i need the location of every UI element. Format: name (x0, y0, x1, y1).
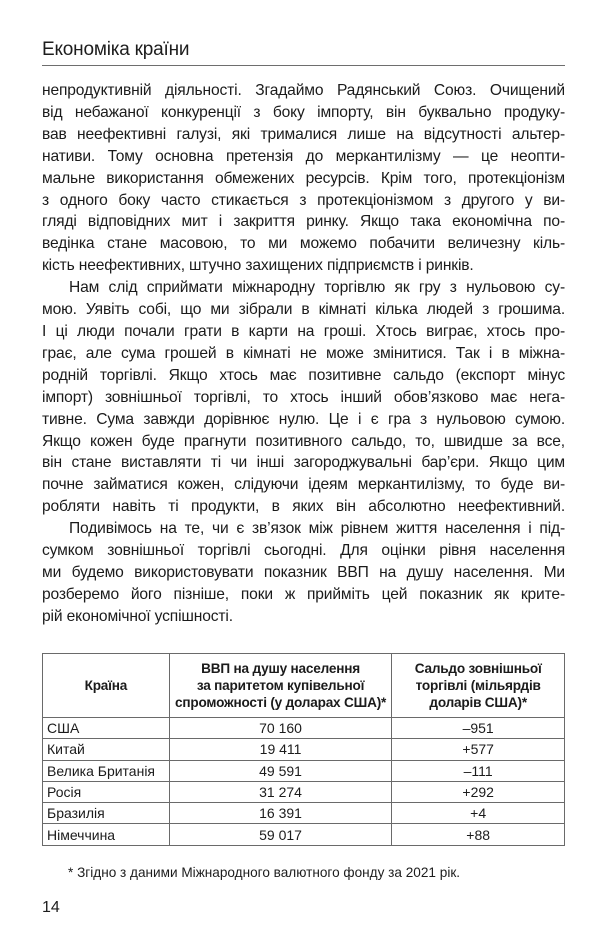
cell-trade-balance: +4 (392, 803, 565, 824)
gdp-trade-table (42, 653, 565, 846)
table-header-row (43, 654, 565, 718)
text-line: з одного боку часто стикається з протекціонізмом з другого у ви- (42, 191, 565, 209)
text-line: непродуктивній діяльності. Згадаймо Радянський Союз. Очищений (42, 82, 565, 99)
cell-gdp-ppp: 16 391 (169, 803, 392, 824)
cell-country: Велика Британія (43, 760, 170, 781)
header-line: Країна (84, 678, 128, 693)
cell-gdp-ppp: 31 274 (169, 781, 392, 802)
text-line: родній торгівлі. Якщо хтось має позитивне сальдо (експорт мінус (42, 366, 565, 384)
header-trade-balance (392, 654, 565, 718)
text-line: І ці люди почали грати в карти на гроші. Хтось виграє, хтось про- (42, 322, 565, 340)
body-text (42, 80, 565, 628)
cell-country: Німеччина (43, 824, 170, 845)
header-line: доларів США)* (429, 695, 527, 710)
cell-country: Росія (43, 781, 170, 802)
cell-gdp-ppp: 70 160 (169, 718, 392, 739)
table-row (43, 739, 565, 760)
paragraph-2 (42, 277, 565, 518)
text-line: почне займатися кожен, слідуючи ідеям меркантилізму, то буде ви- (42, 476, 565, 494)
text-line: робляти навіть ті продукти, в яких він абсолютно неефективний. (42, 498, 565, 516)
text-line: мальне використання обмежених ресурсів. Крім того, протекціонізм (42, 169, 565, 187)
text-line: Якщо кожен буде прагнути позитивного сальдо, то, швидше за все, (42, 432, 565, 450)
table-row (43, 824, 565, 845)
cell-trade-balance: +292 (392, 781, 565, 802)
text-line: тивне. Сума завжди дорівнює нулю. Це і є гра з нульовою сумою. (42, 410, 565, 428)
header-line: за паритетом купівельної (196, 678, 365, 693)
paragraph-3 (42, 518, 565, 628)
cell-trade-balance: +88 (392, 824, 565, 845)
header-gdp-ppp (169, 654, 392, 718)
running-head-title: Економіка країни (42, 39, 190, 60)
cell-country: США (43, 718, 170, 739)
paragraph-1 (42, 80, 565, 277)
cell-gdp-ppp: 49 591 (169, 760, 392, 781)
header-line: Сальдо зовнішньої (414, 661, 542, 676)
header-divider (42, 65, 565, 66)
text-line: нативи. Тому основна претензія до меркантилізму — це неопти- (42, 147, 565, 165)
table-row (43, 718, 565, 739)
cell-trade-balance: –951 (392, 718, 565, 739)
cell-gdp-ppp: 59 017 (169, 824, 392, 845)
header-country (43, 654, 170, 718)
header-line: торгівлі (мільярдів (415, 678, 541, 693)
text-line: ведінка стане масовою, то ми можемо побачити величезну кіль- (42, 235, 565, 253)
table-row (43, 803, 565, 824)
text-line: кість неефективних, штучно захищених підприємств і ринків. (42, 257, 474, 275)
text-line: імпорт) зовнішньої торгівлі, то хтось інший обов’язково має нега- (42, 388, 565, 406)
text-line: він стане виставляти ті чи інші загороджувальні бар’єри. Якщо цим (42, 454, 565, 472)
header-line: ВВП на душу населення (201, 661, 360, 676)
page-number: 14 (42, 899, 60, 916)
text-line: грає, але сума грошей в кімнаті не може змінитися. Так і в міжна- (42, 344, 565, 362)
cell-trade-balance: –111 (392, 760, 565, 781)
table-row (43, 760, 565, 781)
text-line: від небажаної конкуренції з боку імпорту, він буквально продуку- (42, 103, 565, 121)
text-line: гляді відповідних мит і закриття ринку. Якщо така економічна по- (42, 213, 565, 231)
table-row (43, 781, 565, 802)
cell-country: Китай (43, 739, 170, 760)
cell-gdp-ppp: 19 411 (169, 739, 392, 760)
cell-country: Бразилія (43, 803, 170, 824)
table-footnote: * Згідно з даними Міжнародного валютного фонду за 2021 рік. (68, 865, 461, 880)
text-line: ми будемо використовувати показник ВВП на душу населення. Ми (42, 563, 565, 581)
text-line: розберемо його пізніше, поки ж прийміть цей показник як крите- (42, 585, 565, 603)
text-line: Подивімось на те, чи є зв’язок між рівнем життя населення і під- (69, 520, 565, 538)
header-line: спроможності (у доларах США)* (175, 695, 387, 710)
text-line: рій економічної успішності. (42, 607, 233, 625)
text-line: Нам слід сприймати міжнародну торгівлю як гру з нульовою су- (69, 279, 565, 297)
text-line: сумком зовнішньої торгівлі сьогодні. Для оцінки рівня населення (42, 542, 565, 560)
cell-trade-balance: +577 (392, 739, 565, 760)
text-line: вав неефективні галузі, які трималися лише на відсутності альтер- (42, 125, 565, 143)
text-line: мою. Уявіть собі, що ми зібрали в кімнаті кілька людей з грошима. (42, 301, 565, 319)
